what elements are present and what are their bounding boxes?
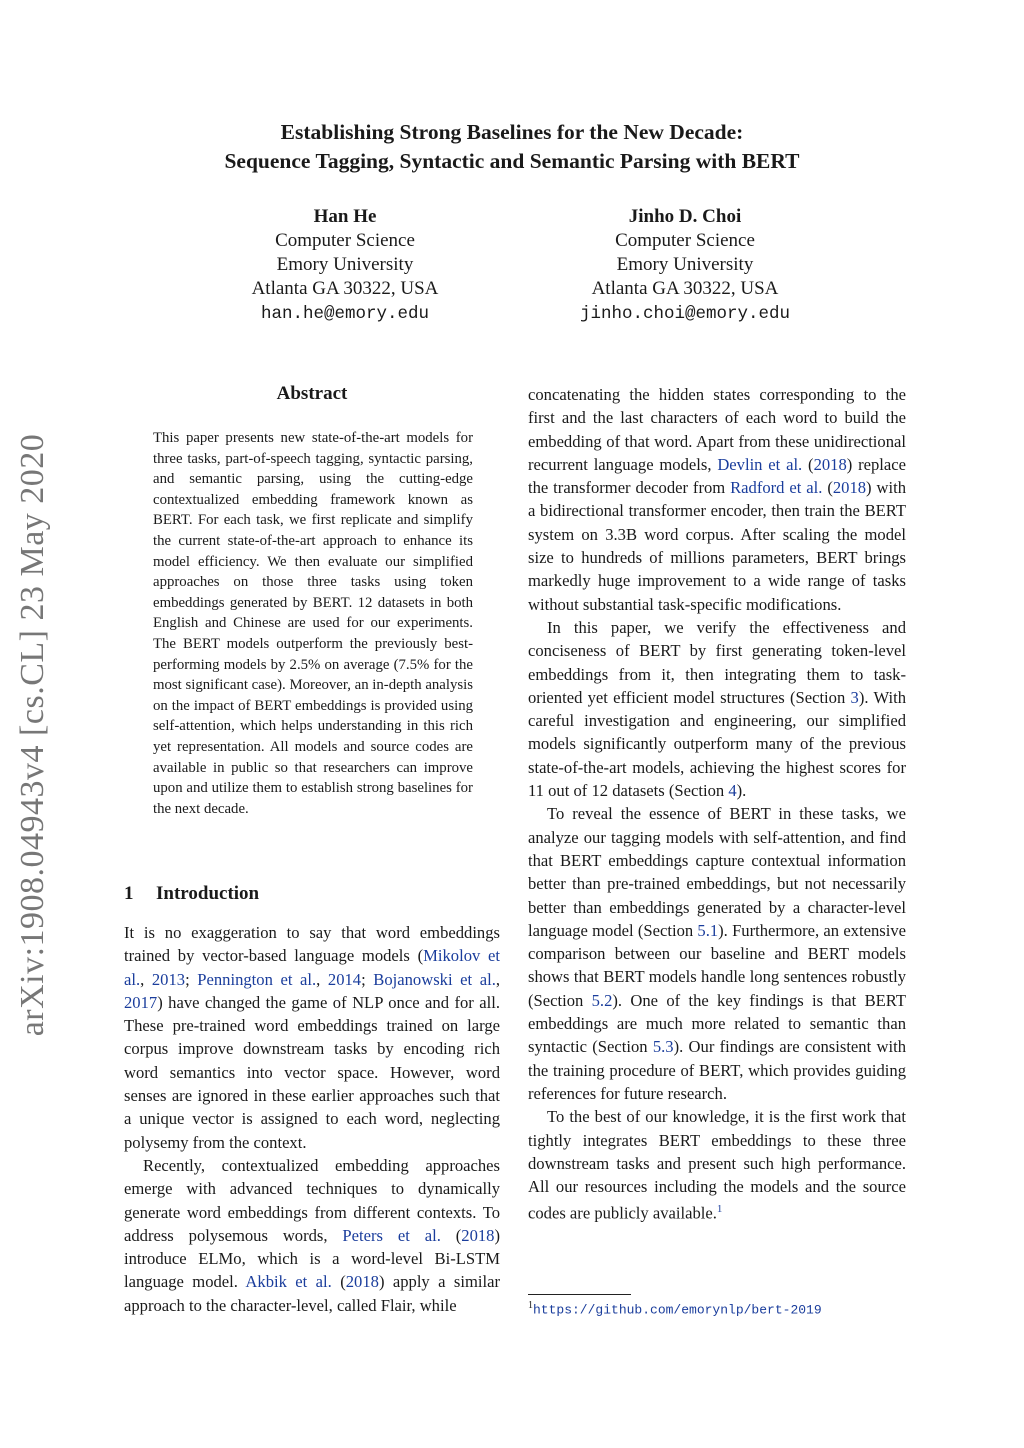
citation-year-link[interactable]: 2018	[813, 454, 847, 474]
paragraph	[124, 1154, 500, 1317]
citation-link[interactable]: Akbik et al.	[245, 1272, 332, 1292]
author-block-1	[195, 205, 495, 326]
abstract-heading: Abstract	[276, 383, 348, 404]
text-run: ) replace the transformer decoder from	[528, 454, 906, 498]
author-city: Atlanta GA 30322, USA	[251, 278, 439, 299]
author-univ: Emory University	[616, 254, 754, 275]
footnote-mark: 1	[528, 1300, 533, 1311]
text-run: ) with a bidirectional transformer encoder, then train the BERT system on 3.3B word corpus. After scaling the model size to hundreds of millions parameters, BERT brings markedly huge improvement to a wide range of tasks without substantial task-specific modifications.	[528, 478, 906, 614]
text-run: ,	[495, 969, 500, 989]
paragraph	[528, 1105, 906, 1225]
citation-year-link[interactable]: 2018	[832, 478, 867, 498]
text-run: (	[822, 478, 833, 498]
footnote-divider	[528, 1294, 631, 1295]
paragraph	[528, 802, 906, 1105]
author-dept: Computer Science	[275, 230, 415, 251]
section-ref-link[interactable]: 5.2	[591, 990, 613, 1010]
paragraph	[124, 921, 500, 1154]
text-run: (	[331, 1272, 346, 1292]
text-run: (	[802, 454, 814, 474]
citation-year-link[interactable]: 2013	[151, 969, 186, 989]
citation-year-link[interactable]: 2017	[124, 992, 158, 1012]
author-email: jinho.choi@emory.edu	[579, 304, 791, 324]
footnote-url-link[interactable]: https://github.com/emorynlp/bert-2019	[533, 1302, 822, 1318]
section-ref-link[interactable]: 4	[728, 781, 737, 801]
text-run: (	[440, 1225, 462, 1245]
citation-year-link[interactable]: 2018	[345, 1272, 379, 1292]
abstract-text: This paper presents new state-of-the-art models for three tasks, part-of-speech tagging, syntactic parsing, and semantic parsing, using the cutting-edge contextualized embedding framework known as BERT. For each task, we first replicate and simplify the current state-of-the-art approach to enhance its model efficiency. We then evaluate our simplified approaches on those three tasks using token embeddings generated by BERT. 12 datasets in both English and Chinese are used for our experiments. The BERT models outperform the previously best-performing models by 2.5% on average (7.5% for the most significant case). Moreover, an in-depth analysis on the impact of BERT embeddings is provided using self-attention, which helps understanding in this rich yet representation. All models and source codes are available in public so that researchers can improve upon and utilize them to establish strong baselines for the next decade.	[153, 430, 473, 817]
paragraph	[528, 616, 906, 802]
text-run: Recently, contextualized embedding approaches emerge with advanced techniques to dynamically generate word embeddings from different contexts. To address polysemous words,	[124, 1155, 500, 1245]
author-univ: Emory University	[276, 254, 414, 275]
text-run: ) have changed the game of NLP once and for all. These pre-trained word embeddings trained on large corpus improve downstream tasks by encoding rich word semantics into vector space. However, word senses are ignored in these earlier approaches such that a unique vector is assigned to each word, neglecting polysemy from the context.	[124, 992, 500, 1152]
title-line-1: Establishing Strong Baselines for the New Decade:	[280, 120, 744, 144]
text-run: ,	[140, 969, 152, 989]
citation-link[interactable]: Radford et al.	[730, 478, 823, 498]
section-ref-link[interactable]: 5.1	[697, 920, 719, 940]
text-run: ). Furthermore, an extensive comparison between our baseline and BERT models shows that BERT models handle long sentences robustly (Section	[528, 920, 906, 1010]
paragraph	[528, 383, 906, 616]
citation-link[interactable]: Peters et al.	[342, 1225, 441, 1245]
section-heading-introduction	[124, 883, 259, 905]
section-number: 1	[124, 883, 134, 904]
author-name: Jinho D. Choi	[628, 206, 742, 227]
text-run: It is no exaggeration to say that word embeddings trained by vector-based language models (	[124, 923, 500, 966]
author-block-2	[535, 205, 835, 326]
author-dept: Computer Science	[615, 230, 755, 251]
text-run: To reveal the essence of BERT in these tasks, we analyze our tagging models with self-attention, and find that BERT embeddings capture contextual information better than pre-trained embeddings, but not necessarily better than embeddings generated by a character-level language model (Section	[528, 804, 906, 940]
footnote	[528, 1300, 822, 1317]
text-run: concatenating the hidden states corresponding to the first and the last characters of each word to build the embedding of that word. Apart from these unidirectional recurrent language models,	[528, 385, 906, 474]
author-email: han.he@emory.edu	[260, 304, 430, 324]
citation-year-link[interactable]: 2014	[327, 969, 362, 989]
left-column-body	[124, 921, 500, 1317]
author-city: Atlanta GA 30322, USA	[591, 278, 779, 299]
footnote-ref-link[interactable]: 1	[716, 1203, 723, 1216]
text-run: In this paper, we verify the effectiveness and conciseness of BERT by first generating token-level embeddings from it, then integrating them to task-oriented yet efficient model structures (Section	[528, 617, 906, 707]
text-run: ). Our findings are consistent with the training procedure of BERT, which provides guiding references for future research.	[528, 1037, 906, 1103]
citation-link[interactable]: Devlin et al.	[717, 454, 803, 474]
text-run: ). With careful investigation and engineering, our simplified models significantly outperform many of the previous state-of-the-art models, achieving the highest scores for 11 out of 12 datasets (Section	[528, 687, 906, 801]
text-run: ) apply a similar approach to the character-level, called Flair, while	[124, 1272, 500, 1315]
text-run: ).	[736, 781, 747, 801]
text-run: ) introduce ELMo, which is a word-level Bi-LSTM language model.	[124, 1225, 500, 1292]
text-run: To the best of our knowledge, it is the first work that tightly integrates BERT embeddings to these three downstream tasks and present such high performance. All our resources including the models and the source codes are publicly available.	[528, 1107, 906, 1223]
section-title: Introduction	[156, 883, 260, 904]
title-line-2: Sequence Tagging, Syntactic and Semantic Parsing with BERT	[224, 149, 800, 173]
author-name: Han He	[313, 206, 377, 227]
citation-link[interactable]: Mikolov et al.	[124, 946, 500, 989]
section-ref-link[interactable]: 3	[850, 687, 859, 707]
right-column-body	[528, 383, 906, 1225]
text-run: ;	[185, 969, 198, 989]
text-run: ;	[361, 969, 374, 989]
citation-link[interactable]: Pennington et al.	[197, 969, 317, 989]
text-run: ,	[316, 969, 328, 989]
paper-title	[0, 118, 1024, 176]
text-run: ). One of the key findings is that BERT embeddings are much more related to semantic than syntactic (Section	[528, 990, 906, 1057]
citation-link[interactable]: Bojanowski et al.	[373, 969, 496, 989]
citation-year-link[interactable]: 2018	[461, 1225, 495, 1245]
arxiv-identifier: arXiv:1908.04943v4 [cs.CL] 23 May 2020	[14, 433, 51, 1037]
section-ref-link[interactable]: 5.3	[652, 1037, 674, 1057]
